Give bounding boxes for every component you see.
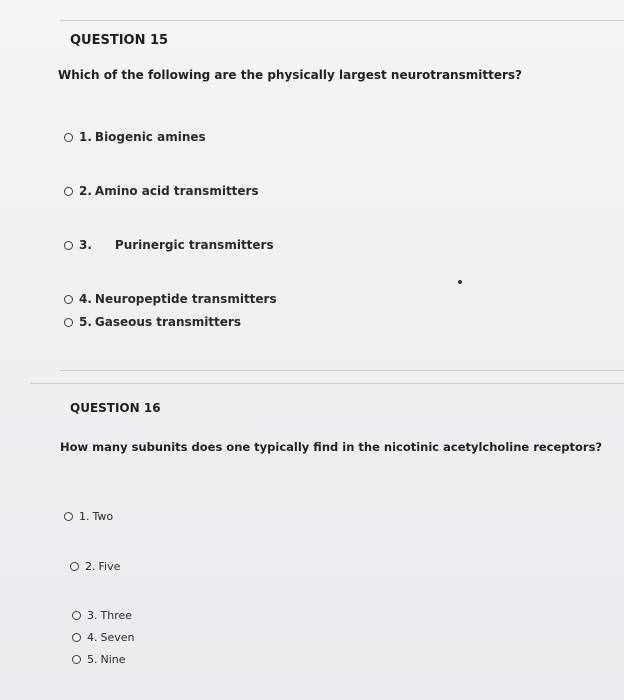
radio-button-icon[interactable]: [72, 611, 81, 620]
radio-button-icon[interactable]: [64, 318, 73, 327]
option-neuropeptide-transmitters[interactable]: [64, 292, 277, 306]
option-label: Purinergic transmitters: [114, 238, 274, 252]
section-divider: [30, 383, 624, 384]
option-gaseous-transmitters[interactable]: [64, 315, 241, 329]
radio-button-icon[interactable]: [70, 562, 79, 571]
radio-button-icon[interactable]: [72, 655, 81, 664]
option-number: 1.: [79, 510, 90, 523]
option-number: 2.: [79, 184, 92, 198]
option-label: Seven: [100, 631, 135, 644]
option-five[interactable]: [70, 560, 120, 573]
radio-button-icon[interactable]: [64, 133, 73, 142]
option-number: 5.: [87, 653, 98, 666]
radio-button-icon[interactable]: [64, 295, 73, 304]
option-label: Biogenic amines: [94, 130, 206, 144]
option-two[interactable]: [64, 510, 113, 523]
radio-button-icon[interactable]: [64, 187, 73, 196]
option-label: Gaseous transmitters: [94, 315, 241, 329]
option-number: 3.: [79, 238, 92, 252]
option-seven[interactable]: [72, 631, 135, 644]
option-label: Neuropeptide transmitters: [94, 292, 277, 306]
radio-button-icon[interactable]: [64, 512, 73, 521]
radio-button-icon[interactable]: [72, 633, 81, 642]
option-nine[interactable]: [72, 653, 126, 666]
option-number: 4.: [87, 631, 98, 644]
question-text: How many subunits does one typically find in the nicotinic acetylcholine receptors?: [60, 440, 603, 454]
option-label: Amino acid transmitters: [94, 184, 259, 198]
dust-speck: [458, 280, 462, 284]
option-three[interactable]: [72, 609, 132, 622]
option-number: 3.: [87, 609, 98, 622]
option-amino-acid-transmitters[interactable]: [64, 184, 259, 198]
option-label: Nine: [100, 653, 126, 666]
option-number: 5.: [79, 315, 92, 329]
option-number: 2.: [85, 560, 96, 573]
option-label: Five: [98, 560, 121, 573]
question-title: QUESTION 15: [70, 33, 169, 48]
option-purinergic-transmitters[interactable]: [64, 238, 274, 252]
top-divider: [60, 20, 624, 21]
section-divider: [60, 370, 624, 371]
option-number: 1.: [79, 130, 92, 144]
option-number: 4.: [79, 292, 92, 306]
question-title: QUESTION 16: [70, 401, 161, 415]
question-text: Which of the following are the physically largest neurotransmitters?: [58, 68, 522, 82]
option-biogenic-amines[interactable]: [64, 130, 206, 144]
option-label: Two: [92, 510, 114, 523]
option-label: Three: [100, 609, 133, 622]
radio-button-icon[interactable]: [64, 241, 73, 250]
